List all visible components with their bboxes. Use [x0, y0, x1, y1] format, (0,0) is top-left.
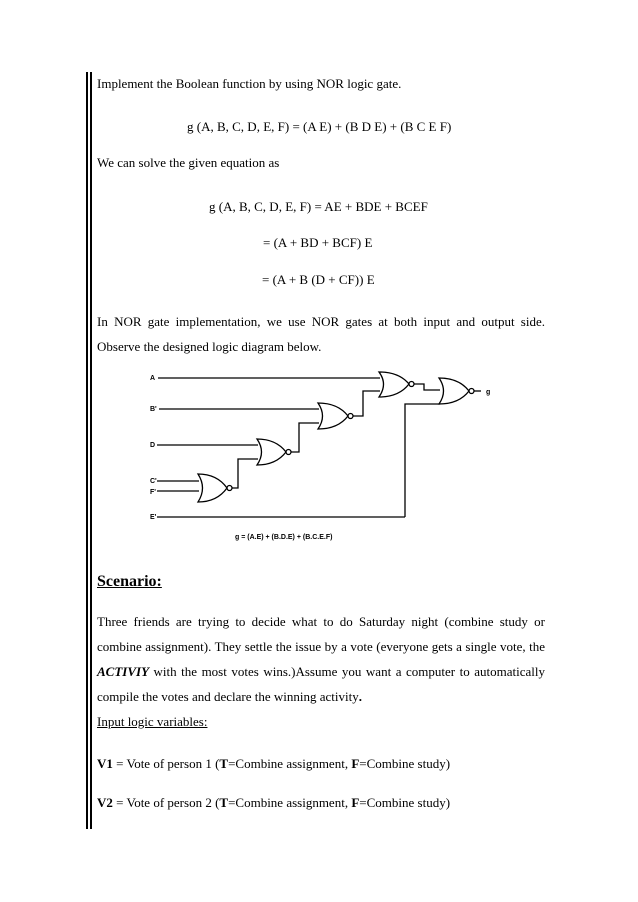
scenario-paragraph	[97, 609, 545, 709]
variable-v1-post: =Combine study)	[359, 756, 451, 771]
variable-v1-mid: =Combine assignment,	[228, 756, 352, 771]
variable-v1	[97, 755, 450, 772]
input-label-f-prime: F'	[150, 489, 156, 496]
scenario-text-2: with the most votes wins.)Assume you want a computer to automatically compile the votes and declare the winning activity	[97, 664, 545, 704]
variable-v1-true: T	[219, 756, 229, 771]
input-label-d: D	[150, 442, 156, 449]
equation-2: = (A + BD + BCF) E	[263, 235, 373, 250]
output-label-g: g	[486, 389, 491, 396]
input-label-a: A	[150, 375, 156, 382]
intro-text: Implement the Boolean function by using NOR logic gate.	[97, 76, 402, 91]
variable-v2-post: =Combine study)	[359, 795, 451, 810]
variable-v2-desc: = Vote of person 2 (	[112, 795, 220, 810]
variable-v2-false: F	[351, 795, 360, 810]
input-label-b-prime: B'	[150, 406, 157, 413]
variable-v1-desc: = Vote of person 1 (	[112, 756, 220, 771]
variable-v2-name: V2	[97, 795, 113, 810]
input-variables-heading: Input logic variables:	[97, 714, 208, 729]
input-label-c-prime: C'	[150, 478, 157, 485]
scenario-emphasis: ACTIVIY	[97, 664, 150, 679]
diagram-caption: g = (A.E) + (B.D.E) + (B.C.E.F)	[235, 534, 333, 541]
equation-3: = (A + B (D + CF)) E	[262, 272, 375, 287]
variable-v1-false: F	[351, 756, 360, 771]
variable-v1-name: V1	[97, 756, 113, 771]
variable-v2-mid: =Combine assignment,	[228, 795, 352, 810]
scenario-end-period: .	[358, 689, 362, 704]
left-margin-rule	[86, 72, 92, 829]
nor-logic-diagram	[145, 364, 505, 549]
nor-implementation-paragraph: In NOR gate implementation, we use NOR gates at both input and output side. Observe the designed logic diagram below.	[97, 314, 545, 354]
input-label-e-prime: E'	[150, 514, 157, 521]
function-definition: g (A, B, C, D, E, F) = (A E) + (B D E) + (B C E F)	[187, 119, 452, 134]
scenario-heading: Scenario:	[97, 573, 162, 590]
variable-v2	[97, 794, 450, 811]
variable-v2-true: T	[219, 795, 229, 810]
solve-intro-text: We can solve the given equation as	[97, 155, 280, 170]
equation-1: g (A, B, C, D, E, F) = AE + BDE + BCEF	[209, 199, 428, 214]
scenario-text-1: Three friends are trying to decide what to do Saturday night (combine study or combine assignment). They settle the issue by a vote (everyone gets a single vote, the	[97, 614, 545, 654]
